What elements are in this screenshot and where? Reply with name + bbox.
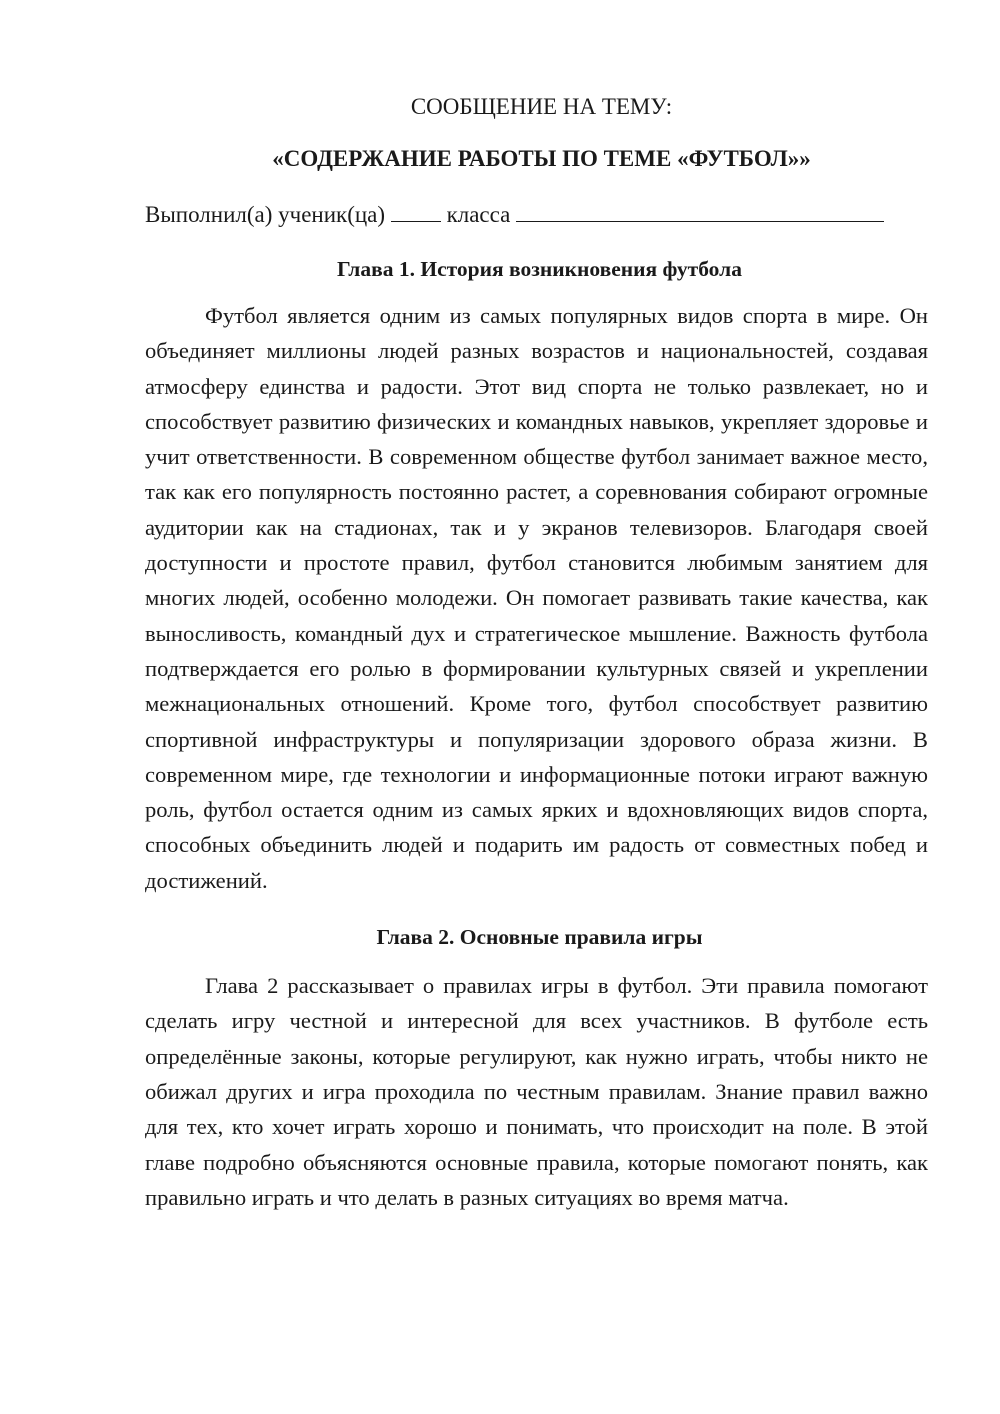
chapter-2-paragraph: Глава 2 рассказывает о правилах игры в футбол. Эти правила помогают сделать игру честной и интересной для всех участников. В футболе есть определённые законы, которые регулируют, как нужно играть, чтобы никто не обижал других и игра проходила по честным правилам. Знание правил важно для тех, кто хочет играть хорошо и понимать, что происходит на поле. В этой главе подробно объясняются основные правила, которые помогают понять, как правильно играть и что делать в разных ситуациях во время матча. [145, 973, 928, 1210]
document-page [145, 92, 928, 1215]
student-name-blank [516, 201, 884, 222]
class-number-blank [391, 201, 441, 222]
chapter-1-heading: Глава 1. История возникновения футбола [337, 257, 742, 281]
chapter-1-paragraph: Футбол является одним из самых популярных видов спорта в мире. Он объединяет миллионы людей разных возрастов и национальностей, создавая атмосферу единства и радости. Этот вид спорта не только развлекает, но и способствует развитию физических и командных навыков, укрепляет здоровье и учит ответственности. В современном обществе футбол занимает важное место, так как его популярность постоянно растет, а соревнования собирают огромные аудитории как на стадионах, так и у экранов телевизоров. Благодаря своей доступности и простоте правил, футбол становится любимым занятием для многих людей, особенно молодежи. Он помогает развивать такие качества, как выносливость, командный дух и стратегическое мышление. Важность футбола подтверждается его ролью в формировании культурных связей и укреплении межнациональных отношений. Кроме того, футбол способствует развитию спортивной инфраструктуры и популяризации здорового образа жизни. В современном мире, где технологии и информационные потоки играют важную роль, футбол остается одним из самых ярких и вдохновляющих видов спорта, способных объединить людей и подарить им радость от совместных побед и достижений. [145, 303, 928, 893]
author-line [145, 200, 928, 230]
chapter-2-heading: Глава 2. Основные правила игры [376, 925, 703, 950]
report-topic-title: «СОДЕРЖАНИЕ РАБОТЫ ПО ТЕМЕ «ФУТБОЛ»» [272, 146, 811, 171]
author-class-word: класса [446, 202, 511, 227]
author-prefix: Выполнил(а) ученик(ца) [145, 202, 386, 227]
report-title-label: СООБЩЕНИЕ НА ТЕМУ: [410, 94, 673, 119]
